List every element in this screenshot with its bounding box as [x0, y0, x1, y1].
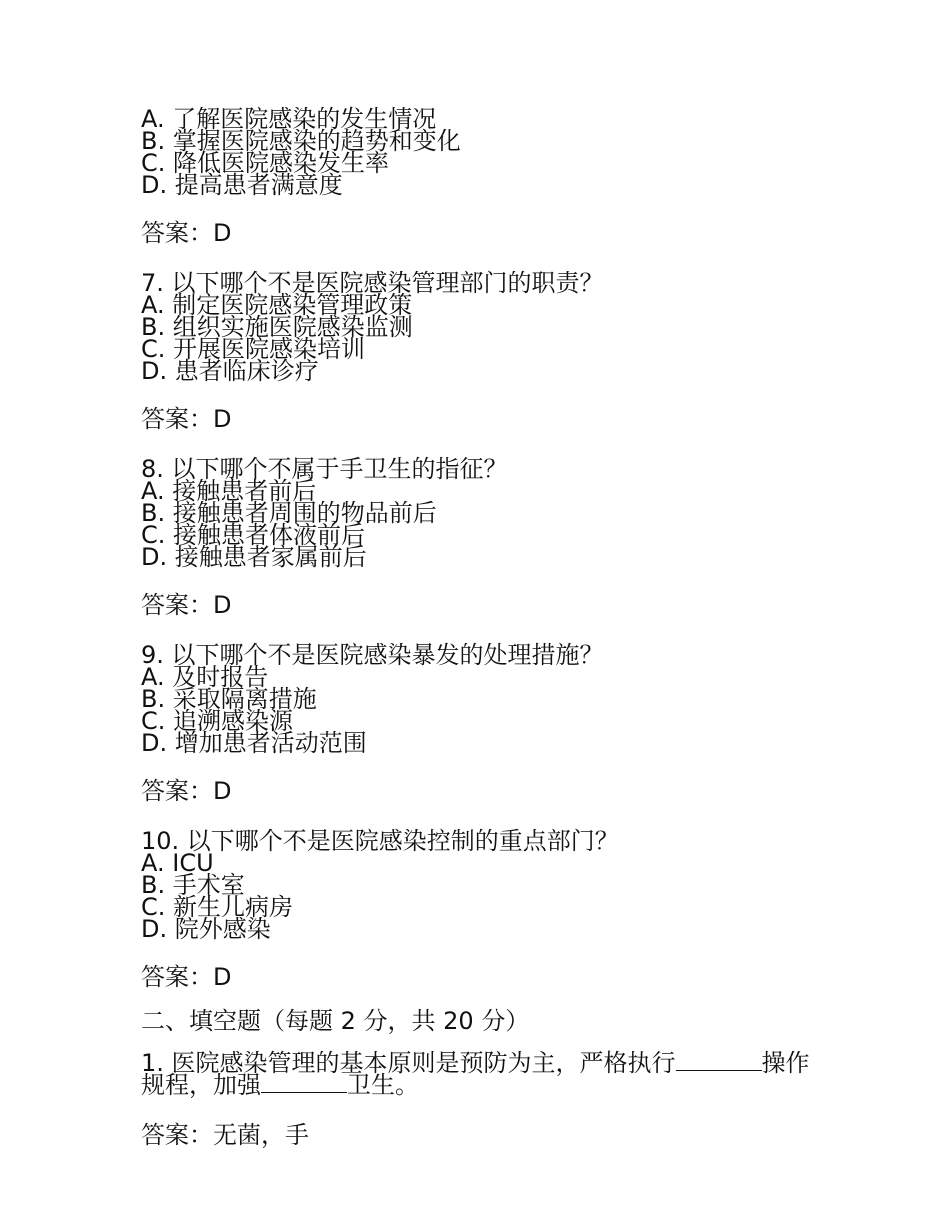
answer-line: 答案：D: [141, 219, 232, 247]
option-b: B. 接触患者周围的物品前后: [141, 499, 437, 527]
option-a: A. 接触患者前后: [141, 477, 317, 505]
option-a: A. 了解医院感染的发生情况: [141, 105, 437, 133]
option-d: D. 提高患者满意度: [141, 171, 343, 199]
option-d: D. 院外感染: [141, 915, 271, 943]
fill-question-text: 卫生。: [347, 1071, 419, 1099]
document-page: [141, 105, 821, 1150]
fill-blank: [261, 1074, 347, 1093]
question-stem: 8. 以下哪个不属于手卫生的指征？: [141, 455, 508, 483]
option-d: D. 患者临床诊疗: [141, 357, 319, 385]
fill-question-1: [141, 1049, 811, 1099]
option-c: C. 新生儿病房: [141, 893, 294, 921]
question-10: [141, 827, 821, 992]
option-b: B. 掌握医院感染的趋势和变化: [141, 127, 461, 155]
option-c: C. 追溯感染源: [141, 707, 294, 735]
option-d: D. 接触患者家属前后: [141, 543, 367, 571]
question-7: [141, 269, 821, 434]
fill-blank: [676, 1052, 762, 1071]
answer-line: 答案：D: [141, 591, 232, 619]
option-b: B. 组织实施医院感染监测: [141, 313, 413, 341]
answer-line: 答案：D: [141, 963, 232, 991]
option-a: A. 及时报告: [141, 663, 269, 691]
question-8: [141, 455, 821, 620]
option-b: B. 采取隔离措施: [141, 685, 317, 713]
fill-question-text: 操作规程，加强: [141, 1049, 810, 1099]
option-d: D. 增加患者活动范围: [141, 729, 367, 757]
question-stem: 9. 以下哪个不是医院感染暴发的处理措施？: [141, 641, 604, 669]
option-c: C. 开展医院感染培训: [141, 335, 366, 363]
answer-line: 答案：D: [141, 405, 232, 433]
fill-question-text: 1. 医院感染管理的基本原则是预防为主，严格执行: [141, 1049, 676, 1077]
option-c: C. 接触患者体液前后: [141, 521, 366, 549]
option-a: A. ICU: [141, 849, 214, 877]
option-c: C. 降低医院感染发生率: [141, 149, 390, 177]
prev-question-block: [141, 105, 821, 248]
section-heading: 二、填空题（每题 2 分，共 20 分）: [141, 1007, 530, 1035]
answer-line: 答案：无菌，手: [141, 1121, 309, 1149]
question-9: [141, 641, 821, 806]
answer-line: 答案：D: [141, 777, 232, 805]
question-stem: 7. 以下哪个不是医院感染管理部门的职责？: [141, 269, 604, 297]
option-a: A. 制定医院感染管理政策: [141, 291, 413, 319]
option-b: B. 手术室: [141, 871, 245, 899]
question-stem: 10. 以下哪个不是医院感染控制的重点部门？: [141, 827, 619, 855]
